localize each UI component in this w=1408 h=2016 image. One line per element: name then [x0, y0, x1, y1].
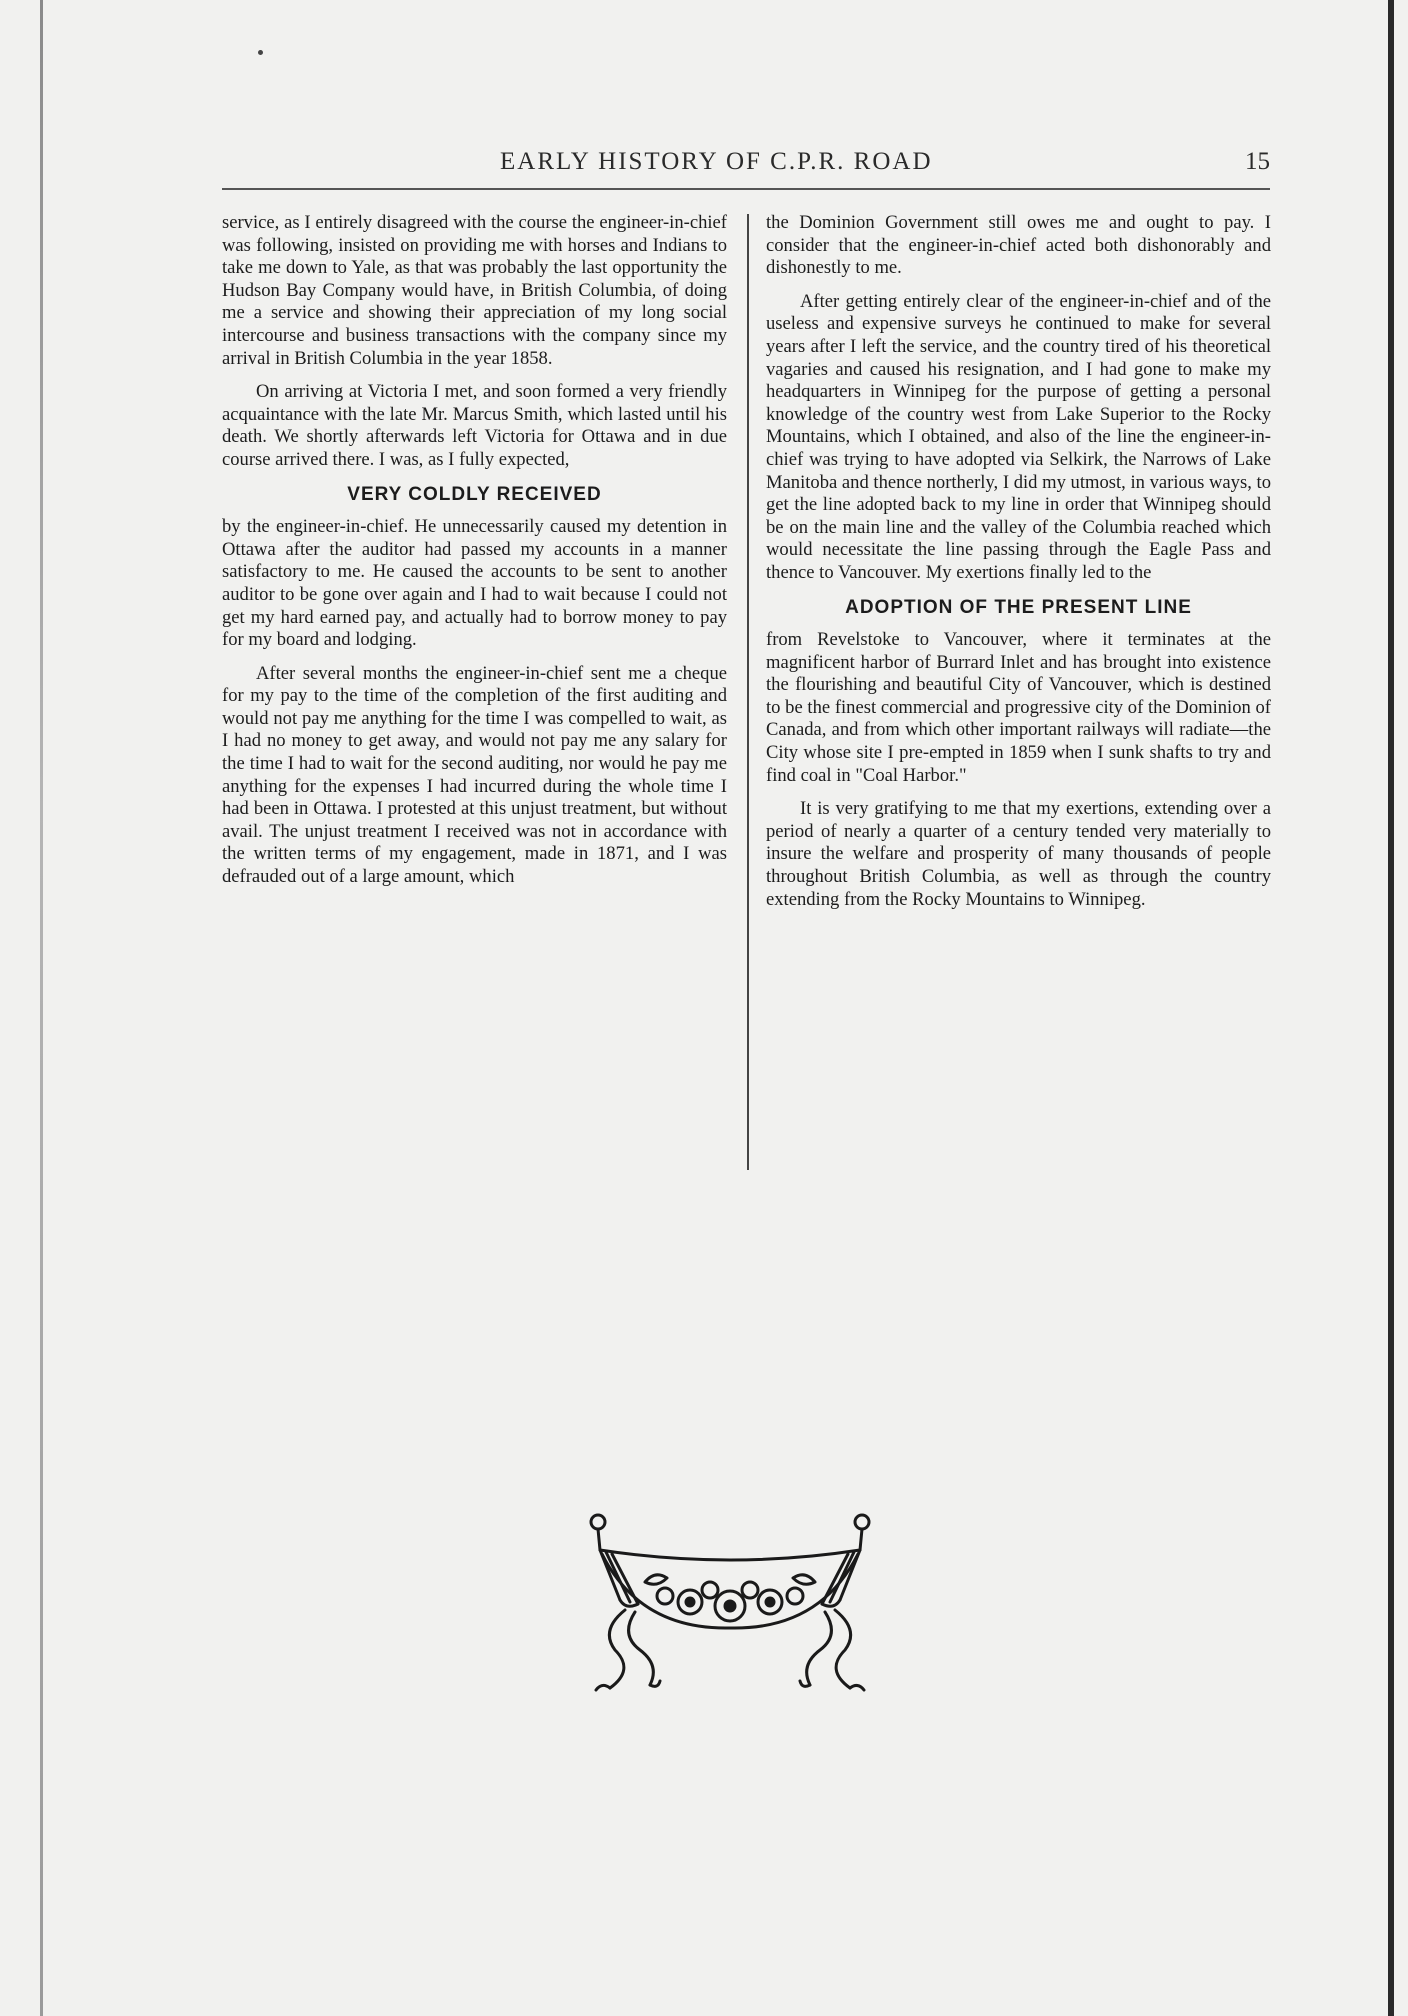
- right-paragraph-2: After getting entirely clear of the engineer-in-chief and of the useless and expensive surveys he continued to make for several years after I left the service, and the country tired of his theoretical vagaries and caused his resignation, and I had gone to make my headquarters in Winnipeg for the purpose of getting a personal knowledge of the country west from Lake Superior to the Rocky Mountains, which I obtained, and also of the line the engineer-in-chief was trying to have adopted via Selkirk, the Narrows of Lake Manitoba and thence northerly, I did my utmost, in various ways, to get the line adopted back to my line in order that Winnipeg should be on the main line and the valley of the Columbia reached which would necessitate the line passing through the Eagle Pass and thence to Vancouver. My exertions finally led to the: [766, 290, 1271, 583]
- right-paragraph-3: from Revelstoke to Vancouver, where it terminates at the magnificent harbor of Burrard Inlet and has brought into existence the flourishing and beautiful City of Vancouver, which is destined to be the finest commercial and progressive city of the Dominion of Canada, and from which other important railways will radiate—the City whose site I pre-empted in 1859 when I sunk shafts to try and find coal in "Coal Harbor.": [766, 629, 1271, 786]
- running-title: EARLY HISTORY OF C.P.R. ROAD: [500, 148, 933, 175]
- running-header: [222, 148, 1270, 190]
- right-paragraph-4: It is very gratifying to me that my exertions, extending over a period of nearly a quarter of a century tended very materially to insure the welfare and prosperity of many thousands of people throughout British Columbia, as well as through the country extending from the Rocky Mountains to Winnipeg.: [766, 798, 1271, 910]
- right-paragraph-1: the Dominion Government still owes me and ought to pay. I consider that the engineer-in-chief acted both dishonorably and dishonestly to me.: [766, 212, 1271, 279]
- left-paragraph-3: by the engineer-in-chief. He unnecessarily caused my detention in Ottawa after the auditor had passed my accounts in a manner satisfactory to me. He caused the accounts to be sent to another auditor to be gone over again and I had to wait because I could not get my hard earned pay, and actually had to borrow money to pay for my board and lodging.: [222, 516, 727, 651]
- section-heading-adoption-of-present-line: ADOPTION OF THE PRESENT LINE: [845, 596, 1192, 618]
- left-paragraph-2: On arriving at Victoria I met, and soon formed a very friendly acquaintance with the late Mr. Marcus Smith, which lasted until his death. We shortly afterwards left Victoria for Ottawa and in due course arrived there. I was, as I fully expected,: [222, 381, 727, 470]
- page-edge-right: [1388, 0, 1394, 2016]
- page-edge-left: [40, 0, 43, 2016]
- page-number: 15: [1245, 148, 1270, 175]
- column-divider: [747, 214, 749, 1170]
- left-column: [222, 212, 727, 900]
- ink-speck: [258, 50, 263, 55]
- left-paragraph-1: service, as I entirely disagreed with the course the engineer-in-chief was following, insisted on providing me with horses and Indians to take me down to Yale, as that was probably the last opportunity the Hudson Bay Company would have, in British Columbia, of doing me a service and showing their appreciation of my long social intercourse and business transactions with the company since my arrival in British Columbia in the year 1858.: [222, 212, 727, 369]
- left-paragraph-4: After several months the engineer-in-chief sent me a cheque for my pay to the time of the completion of the first auditing and would not pay me anything for the time I was compelled to wait, as I had no money to get away, and would not pay me any salary for the time I had to wait for the second auditing, nor would he pay me anything for the expenses I had incurred during the whole time I had been in Ottawa. I protested at this unjust treatment, but without avail. The unjust treatment I received was not in accordance with the written terms of my engagement, made in 1871, and I was defrauded out of a large amount, which: [222, 662, 727, 888]
- right-column: [766, 212, 1271, 922]
- section-heading-very-coldly-received: VERY COLDLY RECEIVED: [347, 483, 602, 505]
- garland-ornament-icon: [580, 1510, 880, 1695]
